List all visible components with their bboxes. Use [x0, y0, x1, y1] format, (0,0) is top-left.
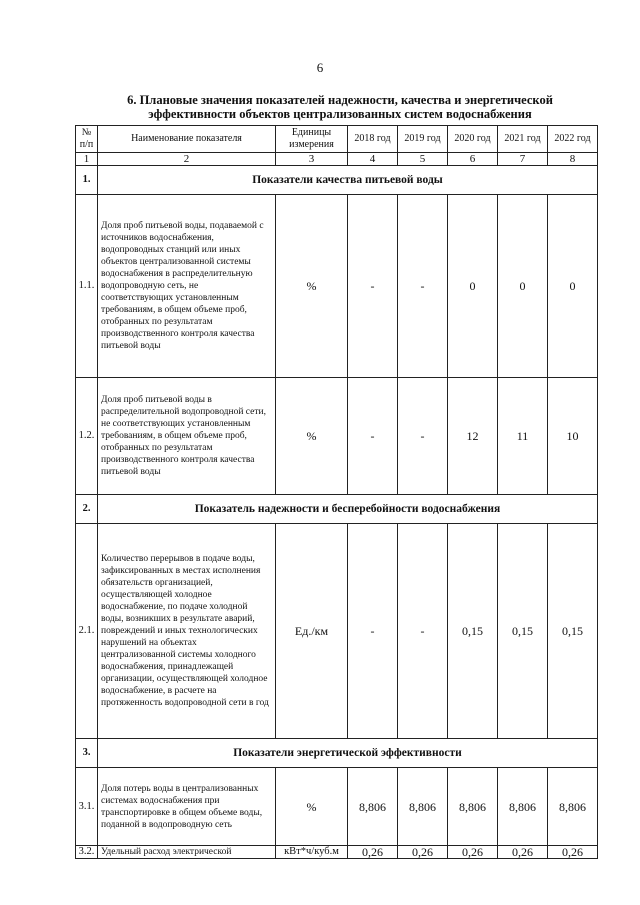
section-row — [76, 739, 598, 768]
title-line-1: 6. Плановые значения показателей надежности, качества и энергетической — [127, 93, 553, 107]
header-year: 2018 год — [348, 126, 398, 153]
value-cell: 0,26 — [348, 846, 398, 859]
value-cell: 0,26 — [548, 846, 598, 859]
value-cell: 0,26 — [498, 846, 548, 859]
column-number: 1 — [76, 153, 98, 166]
section-number: 2. — [76, 495, 98, 524]
value-cell: 8,806 — [498, 768, 548, 846]
column-number: 4 — [348, 153, 398, 166]
indicators-table — [75, 125, 598, 859]
value-cell: 0,15 — [448, 524, 498, 739]
column-number: 5 — [398, 153, 448, 166]
page-number: 6 — [316, 60, 324, 75]
value-cell: 0 — [498, 195, 548, 378]
header-year: 2021 год — [498, 126, 548, 153]
unit-cell: % — [276, 195, 348, 378]
value-cell: 0,15 — [498, 524, 548, 739]
row-number: 2.1. — [76, 524, 98, 739]
value-cell: 11 — [498, 378, 548, 495]
table-row — [76, 524, 598, 739]
row-number: 3.1. — [76, 768, 98, 846]
value-cell: 8,806 — [548, 768, 598, 846]
table-row — [76, 846, 598, 859]
indicator-name: Удельный расход электрической — [98, 846, 276, 859]
value-cell: 0 — [548, 195, 598, 378]
section-title: Показатель надежности и бесперебойности водоснабжения — [98, 495, 598, 524]
indicator-name: Доля проб питьевой воды, подаваемой с источников водоснабжения, водопроводных станций или иных объектов централизованной системы водоснабжения в распределительную водопроводную сеть, не соответствующих установленным требованиям, в общем объеме проб, отобранных по результатам производственного контроля качества питьевой воды — [98, 195, 276, 378]
section-row — [76, 495, 598, 524]
column-number: 7 — [498, 153, 548, 166]
header-year: 2019 год — [398, 126, 448, 153]
indicator-name: Доля проб питьевой воды в распределительной водопроводной сети, не соответствующих установленным требованиям, в общем объеме проб, отобранных по результатам производственного контроля качества питьевой воды — [98, 378, 276, 495]
value-cell: 8,806 — [448, 768, 498, 846]
value-cell: 12 — [448, 378, 498, 495]
column-number: 8 — [548, 153, 598, 166]
value-cell: 0,26 — [398, 846, 448, 859]
indicator-name: Количество перерывов в подаче воды, зафиксированных в местах исполнения обязательств организацией, осуществляющей холодное водоснабжение, по подаче холодной воды, возникших в результате аварий, повреждений и иных технологических нарушений на объектах централизованной системы холодного водоснабжения, принадлежащей организации, осуществляющей холодное водоснабжение, в расчете на протяженность водопроводной сети в год — [98, 524, 276, 739]
title-line-2: эффективности объектов централизованных систем водоснабжения — [148, 107, 532, 121]
row-number: 3.2. — [76, 846, 98, 859]
row-number: 1.2. — [76, 378, 98, 495]
header-num: № п/п — [76, 126, 98, 153]
header-row — [76, 126, 598, 153]
value-cell: - — [348, 378, 398, 495]
document-title — [100, 93, 580, 121]
column-number: 3 — [276, 153, 348, 166]
header-year: 2020 год — [448, 126, 498, 153]
section-title: Показатели качества питьевой воды — [98, 166, 598, 195]
section-title: Показатели энергетической эффективности — [98, 739, 598, 768]
row-number: 1.1. — [76, 195, 98, 378]
unit-cell: Ед./км — [276, 524, 348, 739]
header-unit: Единицы измерения — [276, 126, 348, 153]
table-row — [76, 768, 598, 846]
value-cell: 8,806 — [398, 768, 448, 846]
indicator-name: Доля потерь воды в централизованных системах водоснабжения при транспортировке в общем объеме воды, поданной в водопроводную сеть — [98, 768, 276, 846]
value-cell: 0,26 — [448, 846, 498, 859]
table-row — [76, 195, 598, 378]
value-cell: 0 — [448, 195, 498, 378]
unit-cell: % — [276, 768, 348, 846]
column-number: 2 — [98, 153, 276, 166]
value-cell: 8,806 — [348, 768, 398, 846]
value-cell: - — [348, 195, 398, 378]
unit-cell: % — [276, 378, 348, 495]
section-number: 1. — [76, 166, 98, 195]
value-cell: - — [348, 524, 398, 739]
section-row — [76, 166, 598, 195]
header-name: Наименование показателя — [98, 126, 276, 153]
header-year: 2022 год — [548, 126, 598, 153]
column-number: 6 — [448, 153, 498, 166]
value-cell: - — [398, 378, 448, 495]
column-number-row — [76, 153, 598, 166]
section-number: 3. — [76, 739, 98, 768]
value-cell: 10 — [548, 378, 598, 495]
value-cell: - — [398, 524, 448, 739]
table-row — [76, 378, 598, 495]
value-cell: 0,15 — [548, 524, 598, 739]
unit-cell: кВт*ч/куб.м — [276, 846, 348, 859]
value-cell: - — [398, 195, 448, 378]
